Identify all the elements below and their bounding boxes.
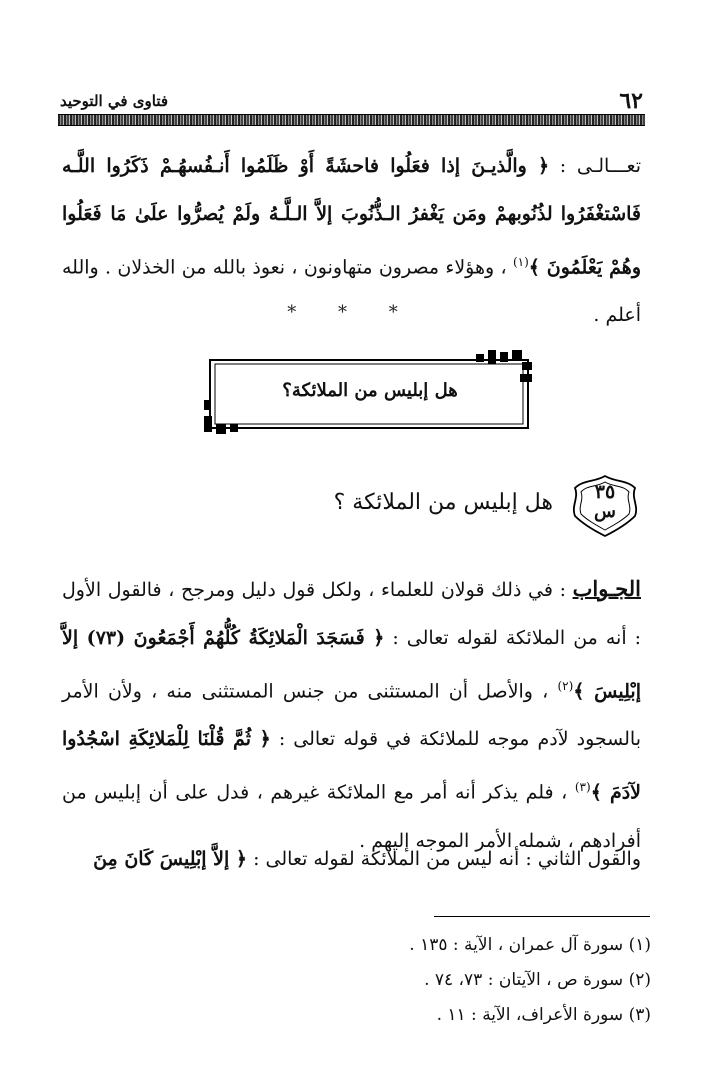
answer-paragraph [62, 565, 641, 865]
footnote-item: (٢) سورة ص ، الآيتان : ٧٣، ٧٤ . [424, 970, 651, 990]
page-number: ٦٢ [619, 88, 643, 114]
second-opinion-text: والقول الثاني : أنه ليس من الملائكة لقوله تعالى : [247, 848, 641, 870]
footnote-ref: (١) [512, 255, 529, 269]
quran-quote: ﴿ ثُمَّ قُلْنَا لِلْمَلائِكَةِ اسْجُدُوا لآدَمَ ﴾ [62, 728, 641, 804]
question-text: هل إبليس من الملائكة ؟ [333, 490, 553, 515]
second-opinion-paragraph [62, 835, 641, 883]
footnote-item: (٣) سورة الأعراف، الآية : ١١ . [436, 1005, 651, 1025]
section-title-frame [204, 350, 536, 435]
header-ornament-rule [58, 114, 645, 126]
quran-quote: ﴿ والَّذيـنَ إذا فعَلُوا فاحشَةً أَوْ ظَلَمُوا أَنـفُسهُـمْ ذَكَرُوا اللَّـه فَاسْتغْفَرُوا [62, 155, 641, 225]
answer-text: ، والأصل أن المستثنى من جنس المستثنى منه ، ولأن الأمر بالسجود لآدم موجه للملائكة في قوله تعالى : [62, 680, 641, 751]
footnote-ref: (٢) [557, 679, 574, 693]
top-line2-tail: ، [500, 256, 513, 279]
footnote-ref: (٣) [574, 780, 591, 795]
answer-text: : في ذلك قولان للعلماء ، ولكل قول دليل ومرجح ، فالقول الأول : أنه من الملائكة لقوله تعالى : [62, 579, 641, 649]
footnote-item: (١) سورة آل عمران ، الآية : ١٣٥ . [409, 935, 651, 955]
question-number: ٣٥ [594, 481, 616, 503]
quran-quote: لذُنُوبهمْ ومَن يَغْفرُ الـذُّنُوبَ إلاَّ الـلَّـهُ ولَمْ يُصرُّوا علَىٰ مَا فَعَلُوا وهُمْ يَعْلَمُونَ ﴾ [62, 203, 641, 279]
answer-text: ، فلم يذكر أنه أمر مع الملائكة غيرهم ، فدل على أن إبليس من أفرادهم ، شمله الأمر الموجه إليهم . [62, 781, 641, 852]
quran-quote: ﴿ فَسَجَدَ الْمَلائِكَةُ كُلُّهُمْ أَجْمَعُونَ (٧٣) إلاَّ إبْلِيسَ ﴾ [62, 627, 641, 703]
question-badge [569, 474, 641, 538]
section-separator: * * * [287, 302, 416, 323]
book-title: فتاوى في التوحيد [60, 92, 169, 110]
section-title: هل إبليس من الملائكة؟ [282, 380, 458, 401]
question-letter: س [594, 501, 616, 522]
quran-quote: ﴿ إلاَّ إبْلِيسَ كَانَ مِنَ [93, 848, 248, 870]
top-line3-text: وهؤلاء مصرون متهاونون ، نعوذ بالله من الخذلان . والله أعلم . [62, 256, 641, 327]
footnotes [409, 928, 651, 1033]
running-header [60, 88, 643, 112]
footnote-divider [434, 916, 650, 917]
answer-label: الجـواب [572, 576, 641, 601]
top-line1-text: تعـــالـى : [549, 155, 641, 177]
